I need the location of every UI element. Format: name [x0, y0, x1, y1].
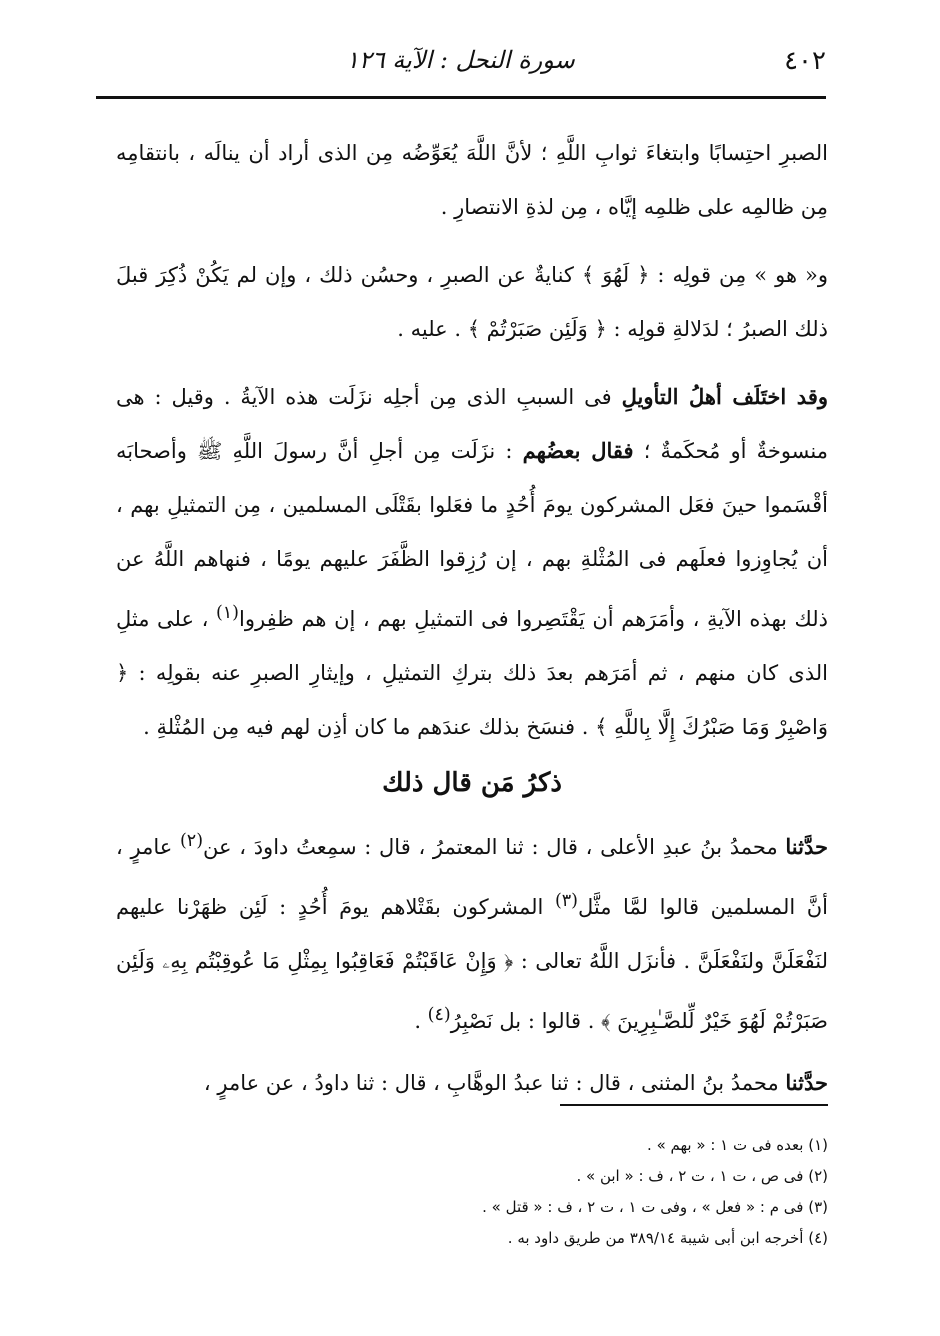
bold-lead: وقد اختَلَف أهلُ التأويلِ [621, 384, 828, 409]
footnotes [116, 1130, 828, 1254]
text-run: محمدُ بنُ المثنى ، قال : ثنا عبدُ الوهَّابِ ، قال : ثنا داودُ ، عن عامرٍ ، [203, 1071, 786, 1095]
hadith-lead-2: حدَّثنا [785, 1070, 828, 1095]
running-title: سورة النحل : الآية ١٢٦ [346, 46, 575, 74]
text-run: ، على مثلِ الذى كان منهم ، ثم أمَرَهم بعدَ ذلك بتركِ التمثيلِ ، وإيثارِ الصبرِ عنه بقولِه : ﴿ وَاصْبِرْ وَمَا صَبْرُكَ إِلَّا بِاللَّهِ ﴾ . فنسَخ بذلك عندَهم ما كان أذِن لهم فيه مِن المُثْلةِ . [116, 607, 828, 739]
paragraph-2: و« هو » مِن قولِه : ﴿ لَهُوَ ﴾ كنايةٌ عن الصبرِ ، وحسُن ذلك ، وإن لم يَكُنْ ذُكِرَ قبلَ ذلك الصبرُ ؛ لدَلالةِ قولِه : ﴿ وَلَئِن صَبَرْتُمْ ﴾ . عليه . [116, 263, 828, 341]
footnote-ref-4: (٤) [427, 1005, 451, 1025]
paragraph-3 [116, 370, 828, 754]
footnote-1: (١) بعده فى ت ١ : « بهم » . [647, 1136, 828, 1154]
header-rule [96, 96, 826, 99]
main-text [116, 126, 828, 1124]
footnote-ref-2: (٢) [179, 831, 204, 851]
page-number: ٤٠٢ [784, 46, 826, 76]
text-run: عامرٍ ، أنَّ المسلمين قالوا لمَّا مثَّل [116, 835, 828, 919]
text-run: . [414, 1009, 428, 1033]
paragraph-4 [116, 814, 828, 1048]
footnote-3: (٣) فى م : « فعل » ، وفى ت ١ ، ت ٢ ، ف : « قتل » . [482, 1198, 828, 1216]
text-run: فى السببِ الذى مِن أجلِه نزَلَت هذه الآيةُ . وقيل : هى منسوخةٌ أو مُحكَمةٌ ؛ [116, 385, 828, 463]
text-run: محمدُ بنُ عبدِ الأعلى ، قال : ثنا المعتمرُ ، قال : سمِعتُ داودَ ، عن [203, 835, 786, 859]
footnote-ref-1: (١) [215, 603, 239, 623]
hadith-lead: حدَّثنا [785, 834, 828, 859]
paragraph-5 [116, 1056, 828, 1110]
page-header [96, 40, 826, 88]
footnote-2: (٢) فى ص ، ت ١ ، ت ٢ ، ف : « ابن » . [576, 1167, 828, 1185]
text-run: المشركون بقَتْلاهم يومَ أُحُدٍ : لَئِن ظهَرْنا عليهم لنَفْعَلَنَّ ولنَفْعَلَنَّ . فأنزَل اللَّهُ تعالى : ﴿ وَإِنْ عَاقَبْتُمْ فَعَاقِبُوا بِمِثْلِ مَا عُوقِبْتُم بِهِۦ وَلَئِن صَبَرْتُمْ لَهُوَ خَيْرٌ لِّلصَّـٰبِرِينَ ﴾ . قالوا : بل نَصْبِرُ [116, 895, 828, 1033]
footnote-rule [560, 1104, 828, 1106]
footnote-ref-3: (٣) [554, 891, 578, 911]
text-run: : نزَلَت مِن أجلِ أنَّ رسولَ اللَّهِ ﷺ وأصحابَه أقْسَموا حينَ فعَل المشركون يومَ أُحُدٍ ما فعَلوا بقَتْلَى المسلمين ، مِن التمثيلِ بهم ، أن يُجاوِزوا فعلَهم فى المُثْلةِ بهم ، إن رُزِقوا الظَّفَرَ عليهم يومًا ، فنهاهم اللَّهُ عن ذلك بهذه الآيةِ ، وأمَرَهم أن يَقْتَصِروا فى التمثيلِ بهم ، إن هم ظفِروا [116, 439, 828, 631]
bold-lead-2: فقال بعضُهم [522, 438, 634, 463]
paragraph-1: الصبرِ احتِسابًا وابتغاءَ ثوابِ اللَّهِ ؛ لأنَّ اللَّهَ يُعَوِّضُه مِن الذى أراد أن ينالَه ، بانتقامِه مِن ظالمِه على ظلمِه إيَّاه ، مِن لذةِ الانتصارِ . [116, 141, 828, 219]
footnote-4: (٤) أخرجه ابن أبى شيبة ٣٨٩/١٤ من طريق داود به . [507, 1229, 828, 1247]
section-heading: ذكرُ مَن قال ذلك [382, 768, 562, 798]
